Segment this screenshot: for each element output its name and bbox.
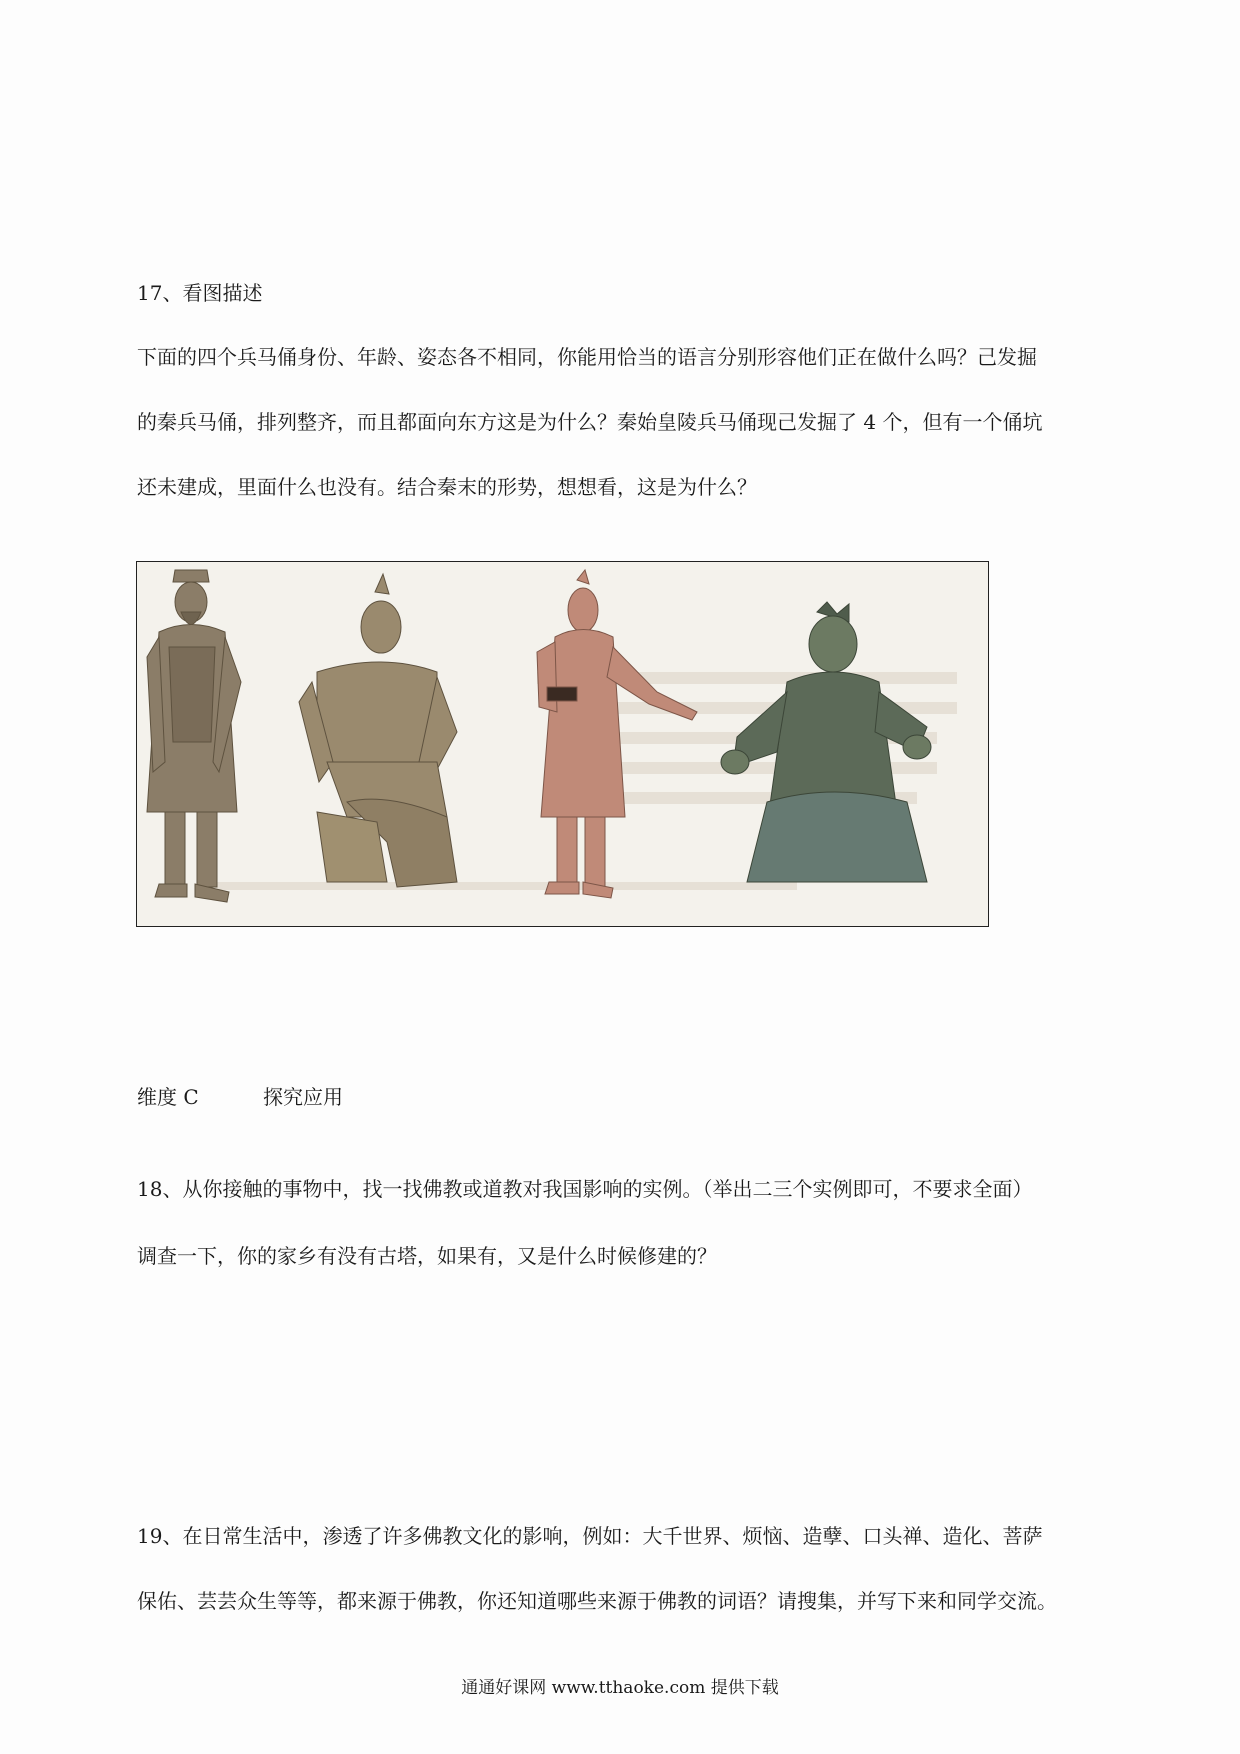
seated-figure: [721, 602, 931, 882]
question-17-title: 17、看图描述: [137, 281, 263, 305]
question-17-text-line: 的秦兵马俑，排列整齐，而且都面向东方这是为什么？秦始皇陵兵马俑现己发掘了 4 个，但有一个俑坑: [137, 410, 1043, 434]
dimension-label: 维度 C: [137, 1085, 199, 1109]
standing-general-figure: [147, 570, 241, 902]
question-17-text-line: 下面的四个兵马俑身份、年龄、姿态各不相同，你能用恰当的语言分别形容他们正在做什么吗？己发掘: [137, 345, 1037, 369]
question-19-text-line: 保佑、芸芸众生等等，都来源于佛教，你还知道哪些来源于佛教的词语？请搜集，并写下来和同学交流。: [137, 1589, 1057, 1613]
dimension-heading: [137, 1081, 343, 1110]
dimension-title: 探究应用: [263, 1085, 344, 1109]
kneeling-archer-figure: [299, 574, 457, 887]
terracotta-warriors-illustration: [137, 562, 988, 926]
page-footer: 通通好课网 www.tthaoke.com 提供下载: [461, 1678, 779, 1698]
question-19-text-line: 19、在日常生活中，渗透了许多佛教文化的影响，例如：大千世界、烦恼、造孽、口头禅、造化、菩萨: [137, 1524, 1043, 1548]
question-18-text-line: 18、从你接触的事物中，找一找佛教或道教对我国影响的实例。（举出二三个实例即可，不要求全面）: [137, 1177, 1033, 1201]
question-18-text-line: 调查一下，你的家乡有没有古塔，如果有，又是什么时候修建的？: [137, 1244, 717, 1268]
terracotta-warriors-image: [136, 561, 989, 927]
question-17-text-line: 还未建成，里面什么也没有。结合秦末的形势，想想看，这是为什么？: [137, 475, 757, 499]
